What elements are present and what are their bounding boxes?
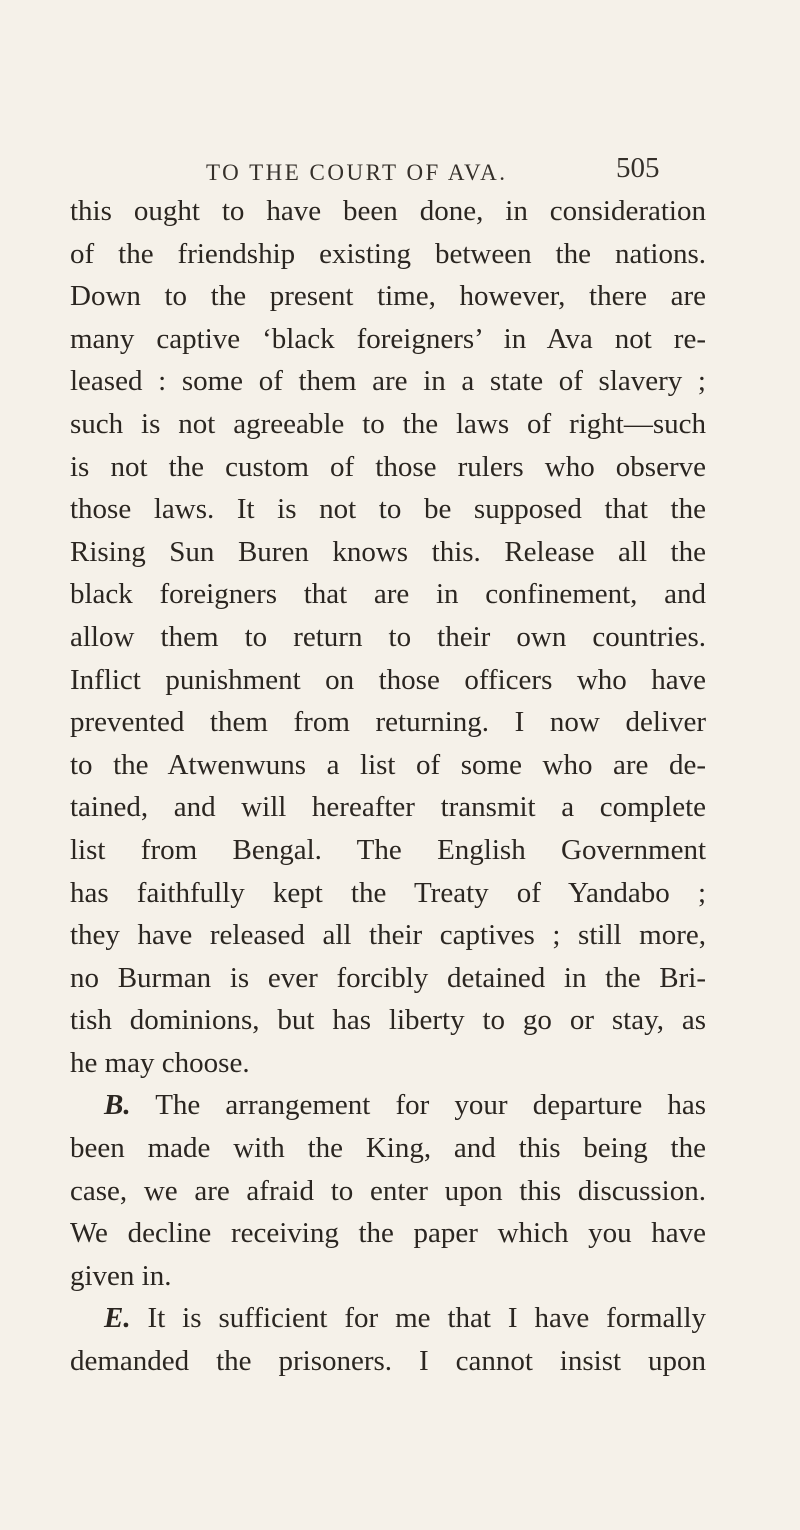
text-line: prevented them from returning. I now deliver <box>70 706 706 739</box>
text-line: We decline receiving the paper which you have <box>70 1217 706 1250</box>
text-line: allow them to return to their own countries. <box>70 620 706 653</box>
text-line: The arrangement for your departure has <box>155 1089 706 1122</box>
text-line: has faithfully kept the Treaty of Yandabo ; <box>70 876 706 909</box>
text-line: is not the custom of those rulers who observe <box>70 450 706 483</box>
text-line: list from Bengal. The English Government <box>70 833 706 866</box>
text-line: given in. <box>70 1259 172 1292</box>
text-line: he may choose. <box>70 1046 250 1079</box>
text-line: Rising Sun Buren knows this. Release all the <box>70 535 706 568</box>
text-line: It is sufficient for me that I have formally <box>147 1302 706 1335</box>
text-line: to the Atwenwuns a list of some who are de- <box>70 748 706 781</box>
text-line: demanded the prisoners. I cannot insist upon <box>70 1345 706 1378</box>
text-line: many captive ‘black foreigners’ in Ava not re- <box>70 322 706 355</box>
text-line: tained, and will hereafter transmit a complete <box>70 791 706 824</box>
dialogue-line-b <box>70 1084 706 1127</box>
text-line: been made with the King, and this being the <box>70 1132 706 1165</box>
text-line: this ought to have been done, in consideration <box>70 195 706 227</box>
page-number: 505 <box>616 152 660 184</box>
running-head: TO THE COURT OF AVA. <box>206 160 508 185</box>
text-line: tish dominions, but has liberty to go or stay, as <box>70 1004 706 1037</box>
text-line: case, we are afraid to enter upon this discussion. <box>70 1174 706 1207</box>
dialogue-line-e <box>70 1297 706 1340</box>
text-line: Inflict punishment on those officers who have <box>70 663 706 696</box>
speaker-label-e: E. <box>104 1302 131 1335</box>
text-line: black foreigners that are in confinement, and <box>70 578 706 611</box>
text-line: Down to the present time, however, there are <box>70 280 706 313</box>
speaker-label-b: B. <box>104 1089 131 1122</box>
text-line: leased : some of them are in a state of slavery ; <box>70 365 706 398</box>
text-line: such is not agreeable to the laws of right—such <box>70 407 706 440</box>
text-line: they have released all their captives ; still more, <box>70 919 706 952</box>
text-line: no Burman is ever forcibly detained in the Bri- <box>70 961 706 994</box>
text-line: those laws. It is not to be supposed that the <box>70 493 706 526</box>
text-line: of the friendship existing between the nations. <box>70 237 706 270</box>
body-text <box>70 190 706 1383</box>
